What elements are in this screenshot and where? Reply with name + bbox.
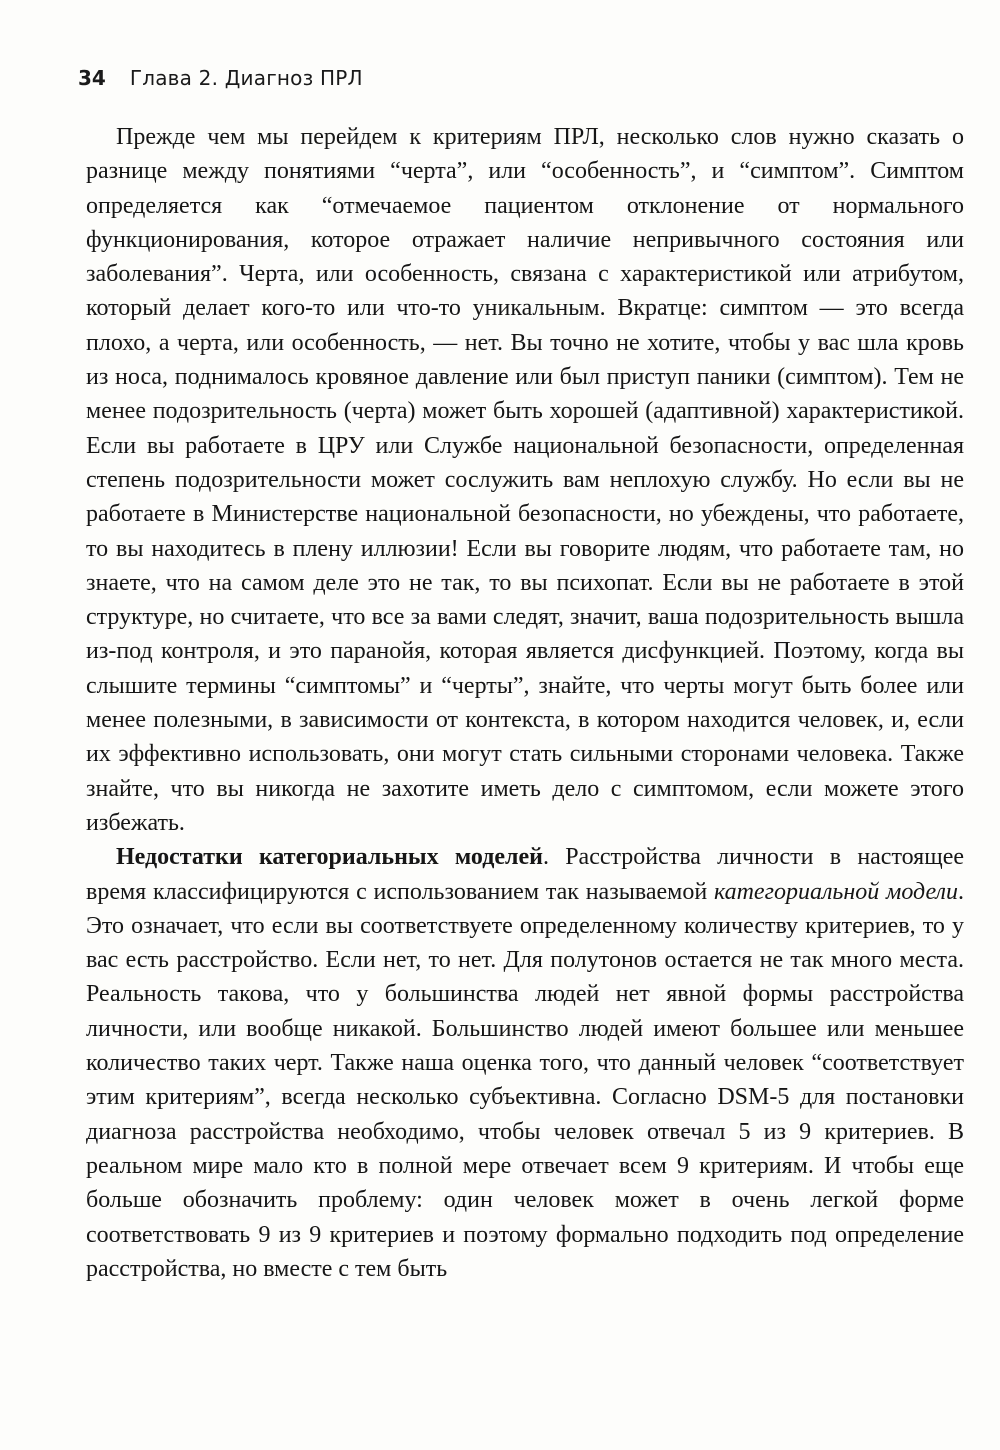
page-header — [78, 66, 363, 96]
page-number: 34 — [78, 66, 106, 90]
paragraph-text: . Расстройства личности в настоящее время классифицируются с использованием так называемой — [86, 844, 965, 905]
running-title: Глава 2. Диагноз ПРЛ — [129, 66, 363, 90]
paragraph-categorical-models — [86, 840, 964, 1286]
body-text — [86, 120, 964, 1286]
italic-term: категориальной модели — [713, 878, 958, 905]
paragraph-text: . Это означает, что если вы соответствуете определенному количеству критериев, то у вас есть расстройство. Если нет, то нет. Для полутонов остается не так много места. Реальность такова, что у большинства людей нет явной формы расстройства личности, или вообще никакой. Большинство людей имеют большее или меньшее количество таких черт. Также наша оценка того, что данный человек “соответствует этим критериям”, всегда несколько субъективна. Согласно DSM-5 для постановки диагноза расстройства необходимо, чтобы человек отвечал 5 из 9 критериев. В реальном мире мало кто в полной мере отвечает всем 9 критериям. И чтобы еще больше обозначить проблему: один человек может в очень легкой форме соответствовать 9 из 9 критериев и поэтому формально подходить под определение расстройства, но вместе с тем быть — [86, 878, 964, 1282]
section-lead-term: Недостатки категориальных моделей — [116, 844, 543, 871]
paragraph-traits-vs-symptoms: Прежде чем мы перейдем к критериям ПРЛ, несколько слов нужно сказать о разнице между понятиями “черта”, или “особенность”, и “симптом”. Симптом определяется как “отмечаемое пациентом отклонение от нормального функционирования, которое отражает наличие непривычного состояния или заболевания”. Черта, или особенность, связана с характеристикой или атрибутом, который делает кого-то или что-то уникальным. Вкратце: симптом — это всегда плохо, а черта, или особенность, — нет. Вы точно не хотите, чтобы у вас шла кровь из носа, поднималось кровяное давление или был приступ паники (симптом). Тем не менее подозрительность (черта) может быть хорошей (адаптивной) характеристикой. Если вы работаете в ЦРУ или Службе национальной безопасности, определенная степень подозрительности может сослужить вам неплохую службу. Но если вы не работаете в Министерстве национальной безопасности, но убеждены, что работаете, то вы находитесь в плену иллюзии! Если вы говорите людям, что работаете там, но знаете, что на самом деле это не так, то вы психопат. Если вы не работаете в этой структуре, но считаете, что все за вами следят, значит, ваша подозрительность вышла из-под контроля, и это паранойя, которая является дисфункцией. Поэтому, когда вы слышите термины “симптомы” и “черты”, знайте, что черты могут быть более или менее полезными, в зависимости от контекста, в котором находится человек, и, если их эффективно использовать, они могут стать сильными сторонами человека. Также знайте, что вы никогда не захотите иметь дело с симптомом, если можете этого избежать. — [86, 124, 964, 836]
